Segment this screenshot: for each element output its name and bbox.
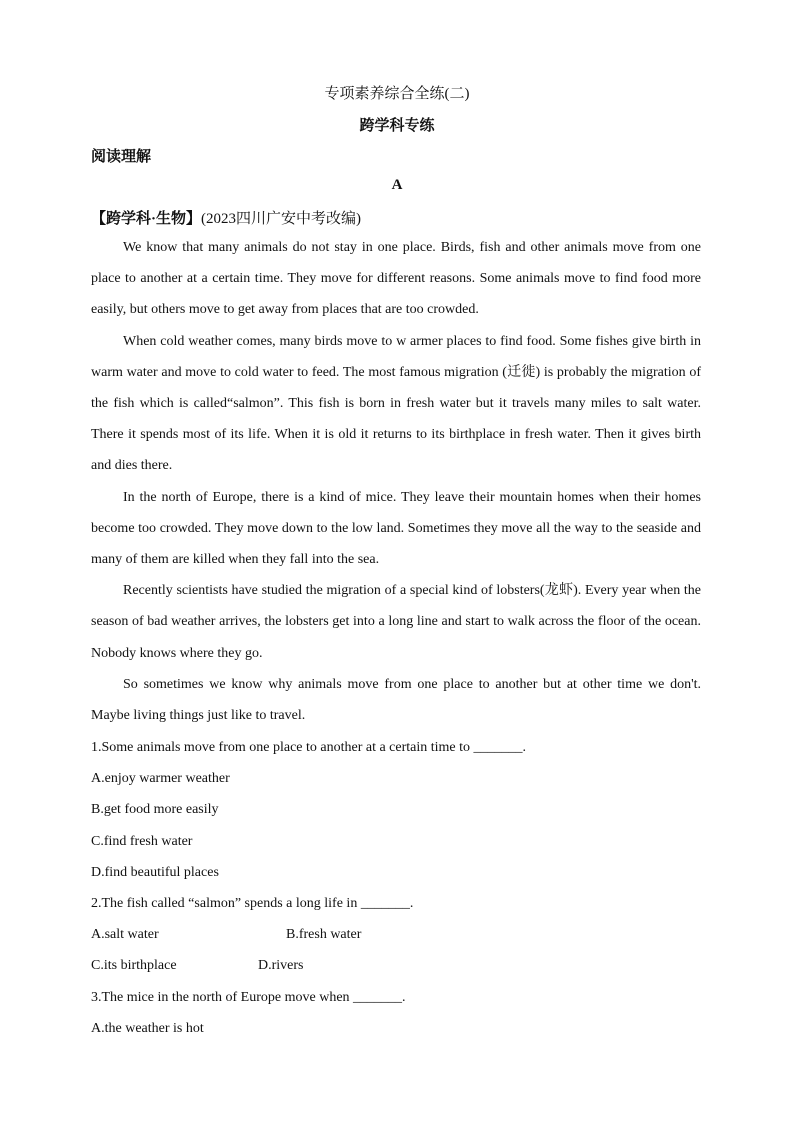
option: A.salt water [91,927,159,943]
option: C.find fresh water [91,833,193,849]
option: B.fresh water [286,927,362,943]
option: D.rivers [258,958,304,974]
source-line [91,207,361,228]
question-stem: 3.The mice in the north of Europe move when _______. [91,989,406,1005]
source-ref: (2023四川广安中考改编) [201,211,362,227]
question-list [91,732,701,1044]
option: D.find beautiful places [91,864,219,880]
option: A.enjoy warmer weather [91,771,230,787]
paragraph: When cold weather comes, many birds move to w armer places to find food. Some fishes give birth in warm water and move to cold water to feed. The most famous migration (迁徙) is probably the migration of the fish which is called“salmon”. This fish is born in fresh water but it travels many miles to salt water. There it spends most of its life. When it is old it returns to its birthplace in fresh water. Then it gives birth and dies there. [91,333,701,474]
option: A.the weather is hot [91,1020,204,1036]
part-label: A [391,177,403,193]
page-title: 专项素养综合全练(二) [324,86,470,102]
option-row [91,919,701,950]
paragraph: We know that many animals do not stay in one place. Birds, fish and other animals move from one place to another at a certain time. They move for different reasons. Some animals move to find food more easily, but others move to get away from places that are too crowded. [91,240,701,318]
question-stem: 2.The fish called “salmon” spends a long life in _______. [91,896,414,912]
paragraph: So sometimes we know why animals move from one place to another but at other time we don't. Maybe living things just like to travel. [91,676,701,724]
option: B.get food more easily [91,802,219,818]
reading-passage [91,232,701,731]
paragraph: Recently scientists have studied the migration of a special kind of lobsters(龙虾). Every year when the season of bad weather arrives, the lobsters get into a long line and start to walk across the floor of the ocean. Nobody knows where they go. [91,583,701,661]
section-heading: 阅读理解 [91,149,152,165]
subject-tag: 【跨学科·生物】 [91,211,202,227]
option: C.its birthplace [91,958,177,974]
question-stem: 1.Some animals move from one place to another at a certain time to _______. [91,740,527,755]
paragraph: In the north of Europe, there is a kind of mice. They leave their mountain homes when their homes become too crowded. They move down to the low land. Sometimes they move all the way to the seaside and many of them are killed when they fall into the sea. [91,489,701,568]
page-subtitle: 跨学科专练 [359,118,435,134]
option-row [91,950,701,981]
